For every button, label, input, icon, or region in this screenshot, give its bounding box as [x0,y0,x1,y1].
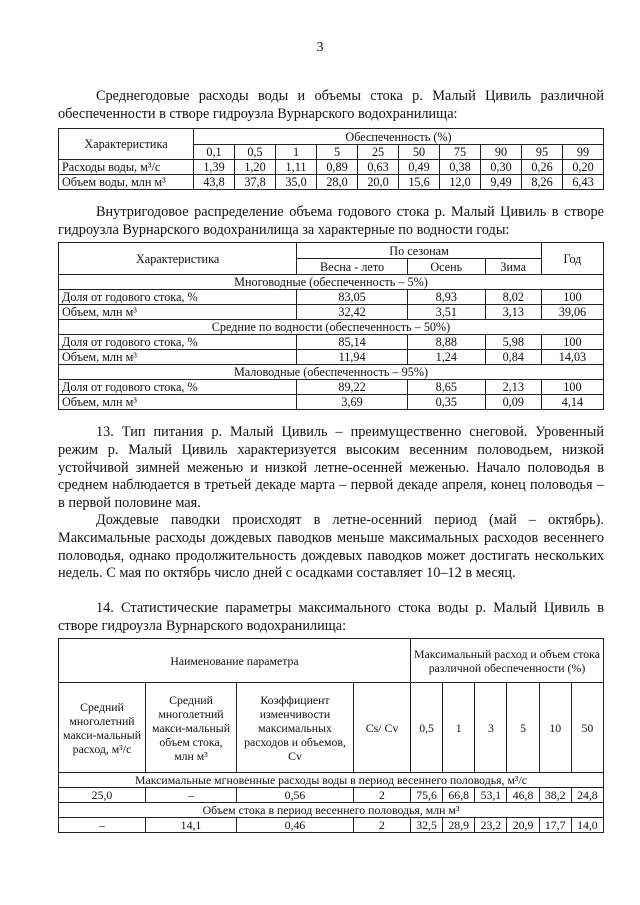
section2-title-block [58,204,604,240]
table-row [59,788,604,803]
table-cell: 14,1 [146,818,237,833]
group-row [59,275,604,290]
table-cell: 0,30 [481,160,522,175]
paragraph-14: 14. Статистические параметры максимального стока воды р. Малый Цивиль в створе гидроузла Вурнарского водохранилища: [58,600,604,634]
group-title: Многоводные (обеспеченность – 5%) [59,275,604,290]
row-label: Доля от годового стока, % [59,380,297,395]
column-header: Средний многолетний макси-мальный расход, м³/с [59,683,146,773]
table-cell: 1,20 [235,160,276,175]
table-row [59,160,604,175]
table-cell: 2,13 [485,380,541,395]
table-cell: 100 [541,335,603,350]
row-label: Объем воды, млн м³ [59,175,194,190]
table-cell: 28,9 [443,818,475,833]
percent-header: 95 [522,145,563,160]
table-cell: 0,84 [485,350,541,365]
table-cell: 8,02 [485,290,541,305]
table-cell: 4,14 [541,395,603,410]
table-cell: 6,43 [563,175,604,190]
table-cell: 39,06 [541,305,603,320]
group-row [59,320,604,335]
seasonal-distribution-table [58,242,604,410]
table-cell: 1,39 [194,160,235,175]
row-label: Объем, млн м³ [59,350,297,365]
column-header: Средний многолетний макси-мальный объем стока, млн м³ [146,683,237,773]
percent-header: 5 [507,683,539,773]
table-cell: 38,2 [539,788,571,803]
table-cell: 0,26 [522,160,563,175]
table1-group-header: Обеспеченность (%) [194,129,604,145]
season-header: Весна - лето [297,259,408,275]
table-cell: 1,24 [407,350,485,365]
percent-header: 90 [481,145,522,160]
section2-title: Внутригодовое распределение объема годового стока р. Малый Цивиль в створе гидроузла Вурнарского водохранилища за характерные по водности годы: [58,204,604,238]
table-cell: 24,8 [571,788,603,803]
paragraph-13: 13. Тип питания р. Малый Цивиль – преимущественно снеговой. Уровенный режим р. Малый Цивиль характеризуется высоким весенним половодьем, низкой устойчивой зимней меженью и низкой летне-осенней меженью. Начало половодья в среднем наблюдается в третьей декаде марта – первой декаде апреля, конец половодья – в первой половине мая. [58,424,604,512]
table-row [59,290,604,305]
table-row [59,175,604,190]
table-cell: 0,89 [317,160,358,175]
season-header: Осень [407,259,485,275]
table-cell: 15,6 [399,175,440,190]
paragraph-13-block [58,424,604,513]
table-cell: 20,0 [358,175,399,190]
table-cell: 89,22 [297,380,408,395]
percent-header: 99 [563,145,604,160]
table-cell: – [146,788,237,803]
table-cell: 0,46 [237,818,354,833]
table-cell: 11,94 [297,350,408,365]
section1-title: Среднегодовые расходы воды и объемы стока р. Малый Цивиль различной обеспеченности в створе гидроузла Вурнарского водохранилища: [58,88,604,122]
group-title: Средние по водности (обеспеченность – 50%) [59,320,604,335]
percent-header: 50 [399,145,440,160]
table-cell: 32,42 [297,305,408,320]
table-cell: 3,13 [485,305,541,320]
table-cell: 53,1 [475,788,507,803]
table-cell: 0,49 [399,160,440,175]
percent-header: 5 [317,145,358,160]
table-cell: 8,26 [522,175,563,190]
table-row [59,395,604,410]
percent-header: 3 [475,683,507,773]
row-label: Доля от годового стока, % [59,335,297,350]
table-row [59,335,604,350]
table3-max-header: Максимальный расход и объем стока различной обеспеченности (%) [411,639,604,683]
table-cell: 3,51 [407,305,485,320]
group-title: Маловодные (обеспеченность – 95%) [59,365,604,380]
row-label: Объем, млн м³ [59,395,297,410]
section1-title-block [58,88,604,124]
table2-year-header: Год [541,243,603,275]
table-cell: 66,8 [443,788,475,803]
row-label: Расходы воды, м³/с [59,160,194,175]
table-cell: 14,03 [541,350,603,365]
table-cell: – [59,818,146,833]
table-cell: 46,8 [507,788,539,803]
table-row [59,380,604,395]
table-cell: 25,0 [59,788,146,803]
table-cell: 3,69 [297,395,408,410]
percent-header: 75 [440,145,481,160]
table-cell: 14,0 [571,818,603,833]
table-cell: 32,5 [411,818,443,833]
flow-volume-table [58,128,604,190]
page-number: 3 [316,40,324,55]
table-row [59,305,604,320]
table-cell: 2 [354,788,411,803]
column-header: Коэффициент изменчивости максимальных расходов и объемов, Cv [237,683,354,773]
table-cell: 28,0 [317,175,358,190]
table-cell: 2 [354,818,411,833]
table-cell: 23,2 [475,818,507,833]
table2-col-header: Характеристика [59,243,297,275]
percent-header: 1 [443,683,475,773]
table-cell: 12,0 [440,175,481,190]
table-cell: 43,8 [194,175,235,190]
table-cell: 5,98 [485,335,541,350]
percent-header: 50 [571,683,603,773]
table-cell: 0,20 [563,160,604,175]
percent-header: 1 [276,145,317,160]
table-cell: 0,09 [485,395,541,410]
row-label: Объем, млн м³ [59,305,297,320]
table-cell: 0,35 [407,395,485,410]
table-cell: 85,14 [297,335,408,350]
table-cell: 8,88 [407,335,485,350]
table-cell: 75,6 [411,788,443,803]
max-flow-parameters-table [58,638,604,833]
table3-section-b: Объем стока в период весеннего половодья, млн м³ [59,803,604,818]
table3-section-a: Максимальные мгновенные расходы воды в период весеннего половодья, м³/с [59,773,604,788]
table3-param-header: Наименование параметра [59,639,411,683]
paragraph-14-block [58,600,604,636]
table-cell: 83,05 [297,290,408,305]
season-header: Зима [485,259,541,275]
table-cell: 17,7 [539,818,571,833]
paragraph-rain-block [58,512,604,583]
table-cell: 8,93 [407,290,485,305]
row-label: Доля от годового стока, % [59,290,297,305]
percent-header: 0,5 [411,683,443,773]
percent-header: 25 [358,145,399,160]
table-cell: 100 [541,380,603,395]
group-row [59,365,604,380]
table-cell: 20,9 [507,818,539,833]
table-cell: 35,0 [276,175,317,190]
table-cell: 1,11 [276,160,317,175]
table-cell: 0,38 [440,160,481,175]
table-row [59,350,604,365]
percent-header: 0,5 [235,145,276,160]
percent-header: 0,1 [194,145,235,160]
paragraph-rain-floods: Дождевые паводки происходят в летне-осенний период (май – октябрь). Максимальные расходы дождевых паводков меньше максимальных расходов весеннего половодья, однако продолжительность дождевых паводков может достигать нескольких недель. С мая по октябрь число дней с осадками составляет 10–12 в месяц. [58,512,604,582]
table-cell: 8,65 [407,380,485,395]
column-header: Cs/ Cv [354,683,411,773]
percent-header: 10 [539,683,571,773]
table-cell: 0,63 [358,160,399,175]
table1-col-header: Характеристика [59,129,194,160]
table-cell: 37,8 [235,175,276,190]
table-cell: 100 [541,290,603,305]
table-row [59,818,604,833]
table-cell: 9,49 [481,175,522,190]
table-cell: 0,56 [237,788,354,803]
table2-group-header: По сезонам [297,243,542,259]
